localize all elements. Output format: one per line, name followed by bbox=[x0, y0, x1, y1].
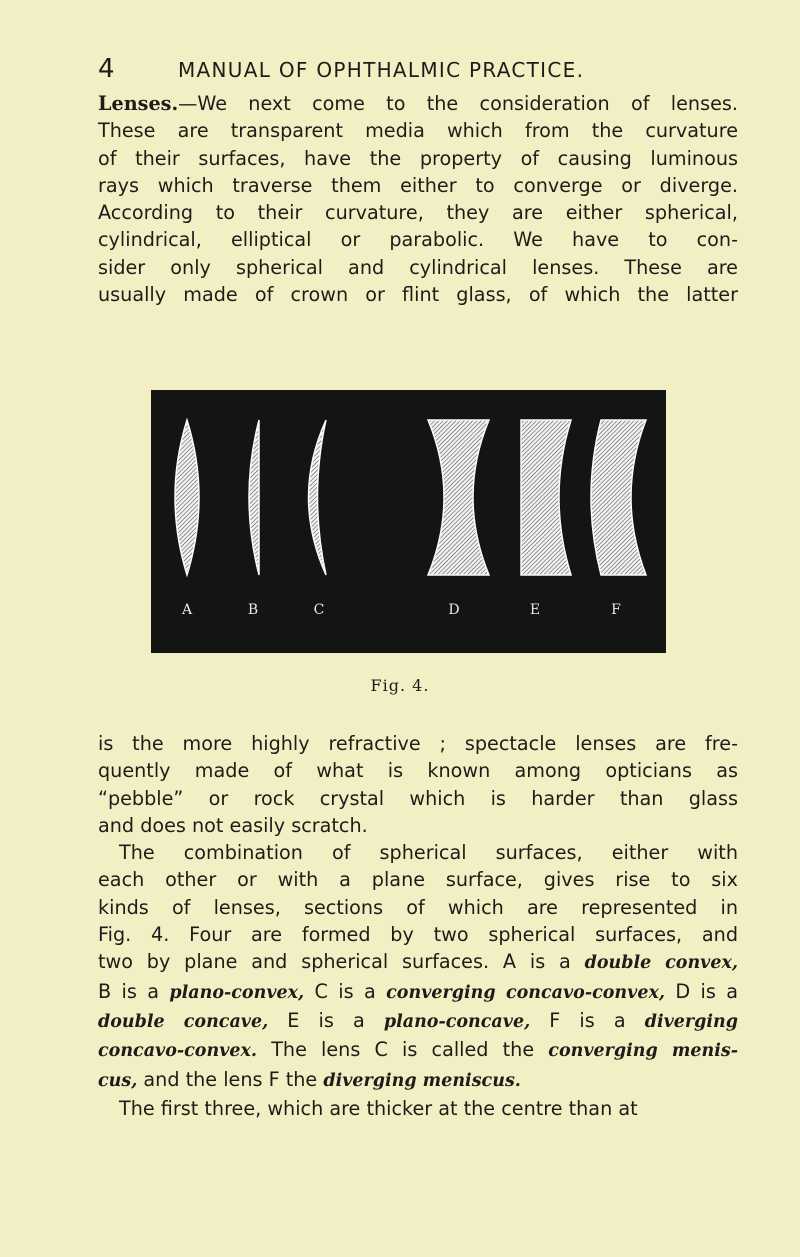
text-line: These are transparent media which from the curvature bbox=[98, 119, 738, 143]
text-line: The combination of spherical surfaces, either with bbox=[119, 841, 738, 865]
text-line bbox=[98, 978, 738, 1007]
italic-term: converging concavo-convex, bbox=[386, 982, 665, 1003]
lens-label-d: D bbox=[448, 602, 460, 618]
lens-label-a: A bbox=[181, 602, 193, 618]
text-line: “pebble” or rock crystal which is harder than glass bbox=[98, 786, 738, 810]
italic-term: cus, bbox=[98, 1070, 138, 1091]
italic-term: double concave, bbox=[98, 1011, 269, 1032]
lens-label-b: B bbox=[247, 602, 259, 618]
text-span: F is a bbox=[530, 1008, 645, 1032]
lens-c-converging-meniscus bbox=[309, 420, 327, 575]
text-span: C is a bbox=[304, 979, 387, 1003]
lens-e-plano-concave bbox=[521, 420, 571, 575]
text-line: According to their curvature, they are either spherical, bbox=[98, 201, 738, 225]
paragraph-lenses-intro bbox=[98, 90, 738, 308]
figure-caption: Fig. 4. bbox=[370, 676, 430, 695]
lens-d-double-concave bbox=[428, 420, 489, 575]
lens-figure bbox=[151, 390, 666, 653]
text-line: and does not easily scratch. bbox=[98, 813, 368, 837]
lens-a-double-convex bbox=[175, 420, 199, 575]
text-line bbox=[98, 90, 738, 117]
lens-b-plano-convex bbox=[249, 420, 259, 575]
text-span: B is a bbox=[98, 979, 170, 1003]
text-span: two by plane and spherical surfaces. A is a bbox=[98, 950, 585, 974]
text-line: usually made of crown or flint glass, of which the latter bbox=[98, 283, 738, 307]
italic-term: double convex, bbox=[584, 953, 739, 974]
text-line: rays which traverse them either to converge or diverge. bbox=[98, 173, 738, 197]
text-span: and the lens F the bbox=[137, 1067, 324, 1091]
text-line: kinds of lenses, sections of which are represented in bbox=[98, 895, 738, 919]
lens-f-diverging-meniscus bbox=[591, 420, 646, 575]
text-span: —We next come to the consideration of lenses. bbox=[178, 92, 738, 115]
text-line bbox=[98, 1007, 738, 1036]
text-line bbox=[98, 1066, 738, 1095]
text-line: cylindrical, elliptical or parabolic. We have to con- bbox=[98, 228, 738, 252]
text-line: of their surfaces, have the property of causing luminous bbox=[98, 146, 738, 170]
text-line: each other or with a plane surface, gives rise to six bbox=[98, 868, 738, 892]
italic-term: plano-convex, bbox=[169, 982, 305, 1003]
text-span: The lens C is called the bbox=[257, 1038, 549, 1062]
text-line bbox=[98, 1036, 738, 1065]
text-span: D is a bbox=[664, 979, 738, 1003]
body-text bbox=[98, 730, 738, 1122]
lens-label-c: C bbox=[313, 602, 325, 618]
italic-term: converging menis- bbox=[548, 1041, 739, 1062]
italic-term: plano-concave, bbox=[383, 1011, 531, 1032]
text-line: sider only spherical and cylindrical lenses. These are bbox=[98, 255, 738, 279]
text-span: E is a bbox=[268, 1008, 384, 1032]
text-line: Fig. 4. Four are formed by two spherical surfaces, and bbox=[98, 923, 738, 947]
lens-label-f: F bbox=[611, 602, 621, 618]
text-line: is the more highly refractive ; spectacle lenses are fre- bbox=[98, 732, 738, 755]
lens-label-e: E bbox=[529, 602, 541, 618]
text-line bbox=[98, 948, 738, 977]
section-lead: Lenses. bbox=[98, 92, 179, 115]
text-line: quently made of what is known among opticians as bbox=[98, 759, 738, 783]
italic-term: concavo-convex. bbox=[98, 1041, 258, 1062]
text-line: The first three, which are thicker at the centre than at bbox=[119, 1096, 638, 1120]
lens-diagram bbox=[151, 390, 666, 653]
italic-term: diverging bbox=[644, 1011, 738, 1032]
page-number: 4 bbox=[98, 54, 115, 84]
page-header bbox=[98, 54, 738, 88]
italic-term: diverging meniscus. bbox=[323, 1070, 521, 1091]
running-title: MANUAL OF OPHTHALMIC PRACTICE. bbox=[178, 58, 585, 82]
